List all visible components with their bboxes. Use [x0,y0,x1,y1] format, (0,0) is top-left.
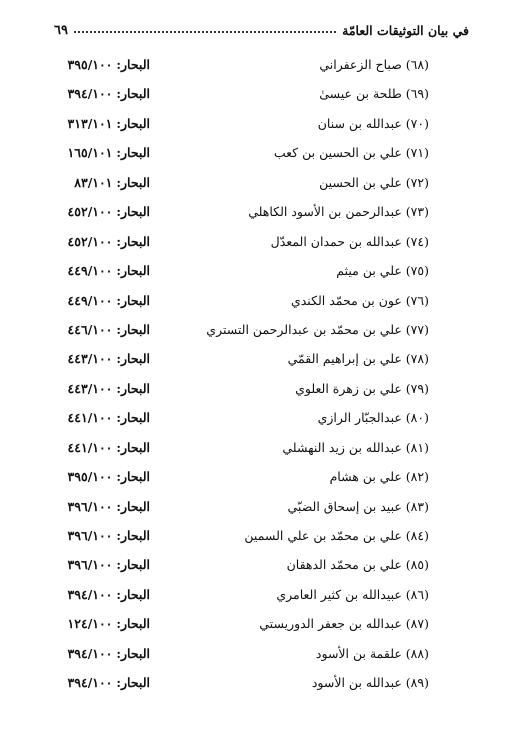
running-title: في بيان التوثيقات العامّة [342,23,469,38]
narrator-name: (٧٨) علي بن إبراهيم القمّي [287,351,429,367]
list-item [54,609,429,638]
page-number: ٦٩ [54,23,68,38]
list-item [54,197,429,226]
source-reference [54,168,150,197]
reference-label: البحار: [116,439,150,455]
reference-label: البحار: [116,233,150,249]
reference-volume-page: ٣٩٤/١٠٠ [67,586,113,602]
narrator-name: (٧٧) علي بن محمّد بن عبدالرحمن التستري [206,321,429,337]
reference-volume-page: ٣٩٤/١٠٠ [67,675,113,691]
reference-volume-page: ٣٩٦/١٠٠ [67,528,113,543]
reference-label: البحار: [116,557,150,573]
source-reference [54,403,150,432]
reference-volume-page: ٤٤١/١٠٠ [67,410,113,426]
source-reference [54,521,150,550]
reference-volume-page: ٣١٣/١٠١ [67,115,113,131]
reference-volume-page: ٨٣/١٠١ [74,174,113,190]
list-item [54,403,429,432]
reference-volume-page: ٤٤٦/١٠٠ [67,321,113,337]
narrator-name: (٦٨) صباح الزعفراني [319,57,429,72]
source-reference [54,344,150,373]
list-item [54,550,429,579]
reference-label: البحار: [116,321,150,337]
narrator-name: (٨٦) عبيدالله بن كثير العامري [276,586,429,602]
narrator-name: (٨٣) عبيد بن إسحاق الضبّي [287,498,429,514]
reference-volume-page: ٤٤٩/١٠٠ [67,263,113,279]
list-item [54,227,429,256]
reference-label: البحار: [116,145,150,161]
narrator-name: (٧٤) عبدالله بن حمدان المعدّل [270,233,429,249]
source-reference [54,197,150,226]
reference-volume-page: ٣٩٦/١٠٠ [67,557,113,573]
source-reference [54,256,150,285]
narrator-name: (٨٢) علي بن هشام [329,469,429,485]
reference-label: البحار: [116,204,150,220]
source-reference [54,462,150,491]
list-item [54,286,429,315]
reference-volume-page: ٣٩٥/١٠٠ [67,57,113,72]
reference-volume-page: ٤٤٣/١٠٠ [67,380,113,396]
list-item [54,433,429,462]
reference-volume-page: ٤٤٣/١٠٠ [67,351,113,367]
narrator-list [54,50,429,698]
reference-volume-page: ٣٩٤/١٠٠ [67,86,113,102]
source-reference [54,286,150,315]
source-reference [54,609,150,638]
reference-label: البحار: [116,498,150,514]
narrator-name: (٧٢) علي بن الحسين [319,174,429,190]
narrator-name: (٨٧) عبدالله بن جعفر الدوريستي [259,616,429,632]
source-reference [54,374,150,403]
source-reference [54,492,150,521]
narrator-name: (٨٩) عبدالله بن الأسود [311,675,429,691]
reference-volume-page: ٣٩٥/١٠٠ [67,469,113,485]
narrator-name: (٧٦) عون بن محمّد الكندي [290,292,429,308]
reference-label: البحار: [116,263,150,279]
header-dot-leader [74,30,336,33]
list-item [54,374,429,403]
reference-volume-page: ٤٥٢/١٠٠ [67,204,113,220]
source-reference [54,315,150,344]
narrator-name: (٧٠) عبدالله بن سنان [317,115,429,131]
list-item [54,256,429,285]
list-item [54,109,429,138]
list-item [54,462,429,491]
source-reference [54,50,150,79]
reference-label: البحار: [116,469,150,485]
source-reference [54,433,150,462]
reference-label: البحار: [116,57,150,72]
narrator-name: (٨١) عبدالله بن زيد النهشلي [282,439,429,455]
list-item [54,639,429,668]
list-item [54,315,429,344]
list-item [54,668,429,697]
source-reference [54,138,150,167]
source-reference [54,109,150,138]
reference-volume-page: ٣٩٤/١٠٠ [67,645,113,661]
list-item [54,344,429,373]
narrator-name: (٨٠) عبدالجبّار الرازي [317,410,429,426]
reference-label: البحار: [116,174,150,190]
reference-label: البحار: [116,410,150,426]
narrator-name: (٧١) علي بن الحسين بن كعب [273,145,429,161]
reference-volume-page: ٤٤١/١٠٠ [67,439,113,455]
page-header [54,18,469,38]
reference-volume-page: ١٢٤/١٠٠ [67,616,113,632]
narrator-name: (٧٩) علي بن زهرة العلوي [295,380,429,396]
source-reference [54,668,150,697]
list-item [54,580,429,609]
narrator-name: (٦٩) طلحة بن عيسىٰ [319,86,429,102]
source-reference [54,639,150,668]
reference-label: البحار: [116,86,150,102]
source-reference [54,580,150,609]
narrator-name: (٨٨) علقمة بن الأسود [315,645,429,661]
reference-label: البحار: [116,528,150,543]
reference-volume-page: ٤٤٩/١٠٠ [67,292,113,308]
list-item [54,521,429,550]
narrator-name: (٧٥) علي بن ميثم [336,263,429,279]
list-item [54,492,429,521]
list-item [54,79,429,108]
reference-volume-page: ١٦٥/١٠١ [67,145,113,161]
source-reference [54,79,150,108]
reference-label: البحار: [116,351,150,367]
reference-label: البحار: [116,380,150,396]
list-item [54,168,429,197]
reference-label: البحار: [116,675,150,691]
reference-label: البحار: [116,616,150,632]
reference-volume-page: ٣٩٦/١٠٠ [67,498,113,514]
narrator-name: (٨٤) علي بن محمّد بن علي السمين [244,528,429,543]
reference-volume-page: ٤٥٢/١٠٠ [67,233,113,249]
source-reference [54,550,150,579]
list-item [54,138,429,167]
narrator-name: (٨٥) علي بن محمّد الدهقان [286,557,429,573]
list-item [54,50,429,79]
narrator-name: (٧٣) عبدالرحمن بن الأسود الكاهلي [248,204,429,220]
reference-label: البحار: [116,115,150,131]
reference-label: البحار: [116,586,150,602]
source-reference [54,227,150,256]
reference-label: البحار: [116,292,150,308]
reference-label: البحار: [116,645,150,661]
